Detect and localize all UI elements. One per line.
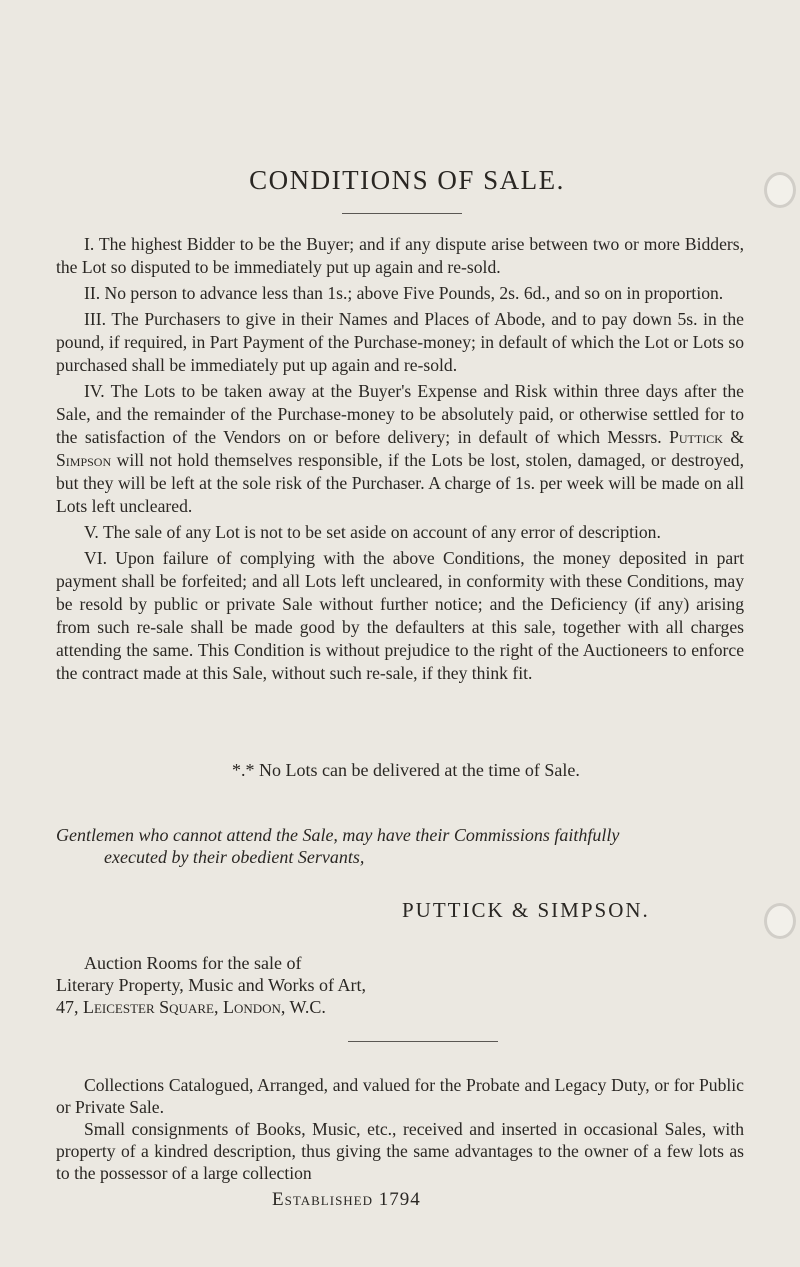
condition-3 bbox=[56, 308, 744, 377]
condition-number: V. bbox=[84, 522, 99, 542]
condition-2 bbox=[56, 282, 744, 305]
condition-4 bbox=[56, 380, 744, 518]
condition-text: ; above Five Pounds, bbox=[347, 283, 500, 303]
condition-text: will not hold themselves responsible, if the Lots be lost, stolen, damaged, or destroyed, but they will be left at the sole risk of the Purchaser. A charge of 1s. per week will be made on all Lots left uncleared. bbox=[56, 450, 744, 516]
condition-number: II. bbox=[84, 283, 101, 303]
condition-number: VI. bbox=[84, 548, 107, 568]
section-rule bbox=[348, 1041, 498, 1042]
title-rule bbox=[342, 213, 462, 214]
condition-text: The highest Bidder to be the Buyer; and if any dispute arise between two or more Bidders, the Lot so disputed to be immediately put up again and re-sold. bbox=[56, 234, 744, 277]
firm-name: Puttick & Simpson bbox=[56, 427, 744, 470]
page-title: CONDITIONS OF SALE. bbox=[249, 165, 565, 195]
condition-number: I. bbox=[84, 234, 95, 254]
collections-paragraph: Small consignments of Books, Music, etc., received and inserted in occasional Sales, with property of a kindred description, thus giving the same advantages to the owner of a few lots as to the possessor of a large collection bbox=[56, 1119, 744, 1183]
collections-paragraph: Collections Catalogued, Arranged, and valued for the Probate and Legacy Duty, or for Public or Private Sale. bbox=[56, 1075, 744, 1117]
address-line: Auction Rooms for the sale of bbox=[84, 953, 302, 973]
commissions-line: executed by their obedient Servants, bbox=[104, 847, 365, 867]
condition-text: The Purchasers to give in their Names and Places of Abode, and to pay down 5s. in the pound, if required, in Part Payment of the Purchase-money; in default of which the Lot or Lots so purchased shall be immediately put up again and re-sold. bbox=[56, 309, 744, 375]
collections-notice bbox=[56, 1074, 744, 1184]
auctioneer-signature: PUTTICK & SIMPSON. bbox=[402, 898, 650, 922]
condition-text: The Lots to be taken away at the Buyer's Expense and Risk within three days after the Sale, and the remainder of the Purchase-money to be absolutely paid, or otherwise settled for to the satisfaction of the Vendors on or before delivery; in default of which Messrs. bbox=[56, 381, 744, 447]
conditions-list bbox=[56, 233, 744, 688]
condition-text: Upon failure of complying with the above Conditions, the money deposited in part payment shall be forfeited; and all Lots left uncleared, in conformity with these Conditions, may be resold by public or private Sale without further notice; and the Deficiency (if any) arising from such re-sale shall be made good by the defaulters at this sale, together with all charges attending the same. This Condition is without prejudice to the right of the Auctioneers to enforce the contract made at this Sale, without such re-sale, if they think fit. bbox=[56, 548, 744, 683]
commissions-notice bbox=[56, 824, 746, 868]
condition-number: III. bbox=[84, 309, 106, 329]
condition-text: No person to advance less than bbox=[104, 283, 328, 303]
amount: 2s. 6d. bbox=[499, 283, 546, 303]
condition-number: IV. bbox=[84, 381, 105, 401]
condition-text: The sale of any Lot is not to be set aside on account of any error of description. bbox=[102, 522, 661, 542]
established-line: Established 1794 bbox=[272, 1189, 421, 1210]
address-line: 47, Leicester Square, London, W.C. bbox=[56, 997, 326, 1017]
auction-rooms-address bbox=[56, 952, 746, 1018]
condition-6 bbox=[56, 547, 744, 685]
amount: 1s. bbox=[327, 283, 348, 303]
condition-text: , and so on in proportion. bbox=[545, 283, 724, 303]
delivery-note: *.* No Lots can be delivered at the time of Sale. bbox=[232, 760, 580, 780]
commissions-line: Gentlemen who cannot attend the Sale, may have their Commissions faithfully bbox=[56, 825, 620, 845]
binding-hole-mark bbox=[764, 903, 796, 939]
condition-5 bbox=[56, 521, 744, 544]
condition-1 bbox=[56, 233, 744, 279]
address-line: Literary Property, Music and Works of Art, bbox=[56, 975, 366, 995]
